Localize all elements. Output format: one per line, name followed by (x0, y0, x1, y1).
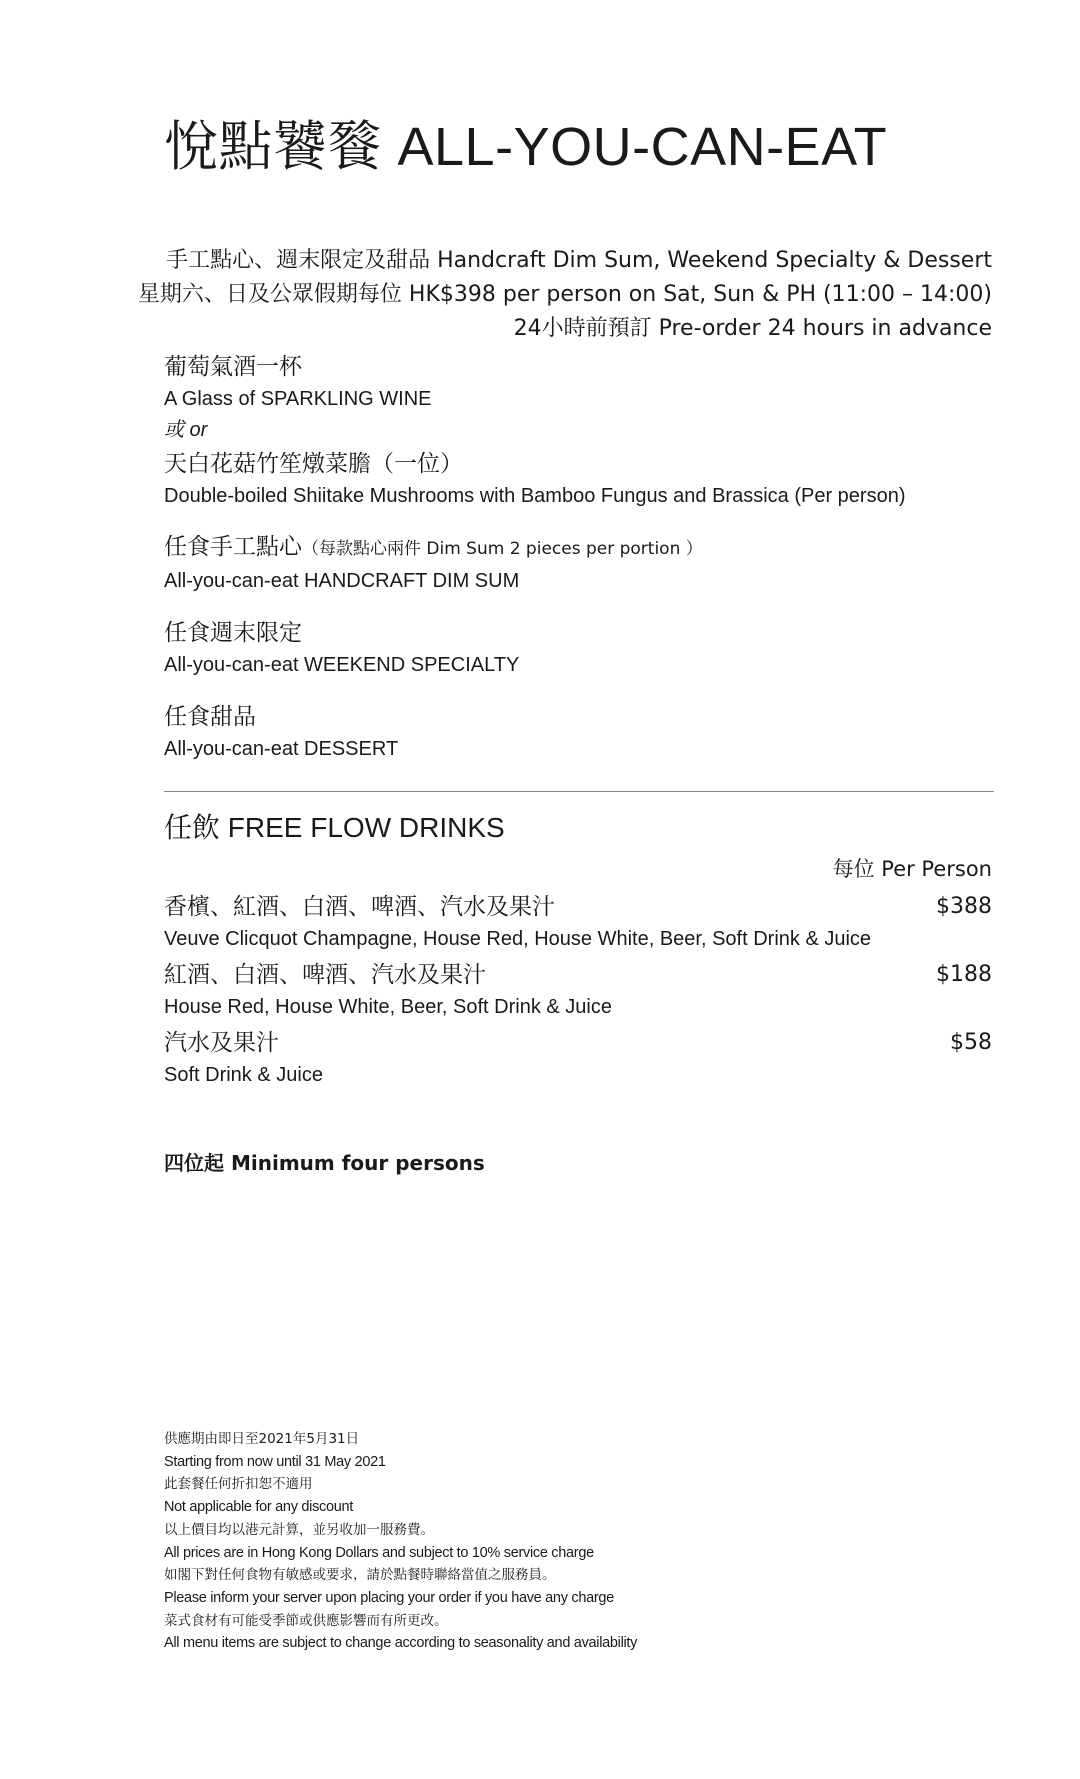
weekend-title-zh: 任食週末限定 (164, 620, 302, 646)
footer-line: 如閣下對任何食物有敏感或要求，請於點餐時聯絡當值之服務員。 (164, 1567, 556, 1584)
footer-terms (164, 1428, 984, 1655)
intro-line-price: 星期六、日及公眾假期每位 HK$398 per person on Sat, Sun & PH (11:00 – 14:00) (137, 282, 992, 307)
menu-title: 悅點饕餮 ALL-YOU-CAN-EAT (164, 117, 888, 177)
dessert-title-zh: 任食甜品 (164, 704, 256, 730)
dimsum-title-zh (164, 530, 1004, 566)
drink-price: $58 (950, 1030, 992, 1055)
footer-line: 菜式食材有可能受季節或供應影響而有所更改。 (164, 1612, 448, 1629)
course-list (164, 350, 1004, 764)
drink-price: $388 (936, 894, 992, 919)
footer-line: 供應期由即日至2021年5月31日 (164, 1431, 360, 1447)
intro-block (92, 244, 992, 346)
footer-line: All menu items are subject to change according to seasonality and availability (164, 1635, 638, 1652)
drink-name-en: Soft Drink & Juice (164, 1064, 323, 1086)
intro-line-offer: 手工點心、週末限定及甜品 Handcraft Dim Sum, Weekend Specialty & Dessert (166, 248, 992, 273)
dimsum-label-zh: 任食手工點心 (164, 534, 302, 560)
drink-package (164, 1026, 992, 1090)
footer-line: Starting from now until 31 May 2021 (164, 1453, 386, 1470)
footer-line: All prices are in Hong Kong Dollars and subject to 10% service charge (164, 1544, 594, 1561)
per-person-label: 每位 Per Person (832, 857, 992, 881)
intro-line-preorder: 24小時前預訂 Pre-order 24 hours in advance (513, 316, 992, 341)
dimsum-note: （每款點心兩件 Dim Sum 2 pieces per portion ） (302, 539, 703, 559)
wine-title-zh: 葡萄氣酒一杯 (164, 354, 302, 380)
or-separator: 或 or (164, 419, 208, 441)
drink-package (164, 958, 992, 1022)
dimsum-title-en: All-you-can-eat HANDCRAFT DIM SUM (164, 570, 520, 592)
soup-title-zh: 天白花菇竹笙燉菜膽（一位） (164, 451, 463, 477)
wine-title-en: A Glass of SPARKLING WINE (164, 388, 432, 410)
footer-line: Not applicable for any discount (164, 1499, 353, 1516)
drink-package (164, 890, 992, 954)
drink-name-zh: 紅酒、白酒、啤酒、汽水及果汁 (164, 962, 486, 988)
footer-line: 此套餐任何折扣恕不適用 (164, 1476, 313, 1493)
dessert-title-en: All-you-can-eat DESSERT (164, 738, 399, 760)
footer-line: Please inform your server upon placing your order if you have any charge (164, 1589, 614, 1606)
drink-name-en: Veuve Clicquot Champagne, House Red, House White, Beer, Soft Drink & Juice (164, 928, 872, 950)
drinks-heading (164, 808, 505, 848)
drink-price: $188 (936, 962, 992, 987)
footer-line: 以上價目均以港元計算，並另收加一服務費。 (164, 1521, 434, 1538)
drinks-heading-zh: 任飲 (164, 811, 221, 844)
drink-name-en: House Red, House White, Beer, Soft Drink & Juice (164, 996, 612, 1018)
weekend-title-en: All-you-can-eat WEEKEND SPECIALTY (164, 654, 520, 676)
section-divider (164, 791, 994, 792)
soup-title-en: Double-boiled Shiitake Mushrooms with Bamboo Fungus and Brassica (Per person) (164, 485, 906, 507)
drink-name-zh: 香檳、紅酒、白酒、啤酒、汽水及果汁 (164, 894, 555, 920)
drinks-heading-en: FREE FLOW DRINKS (227, 812, 505, 843)
drink-name-zh: 汽水及果汁 (164, 1030, 279, 1056)
minimum-persons-note: 四位起 Minimum four persons (164, 1151, 485, 1175)
